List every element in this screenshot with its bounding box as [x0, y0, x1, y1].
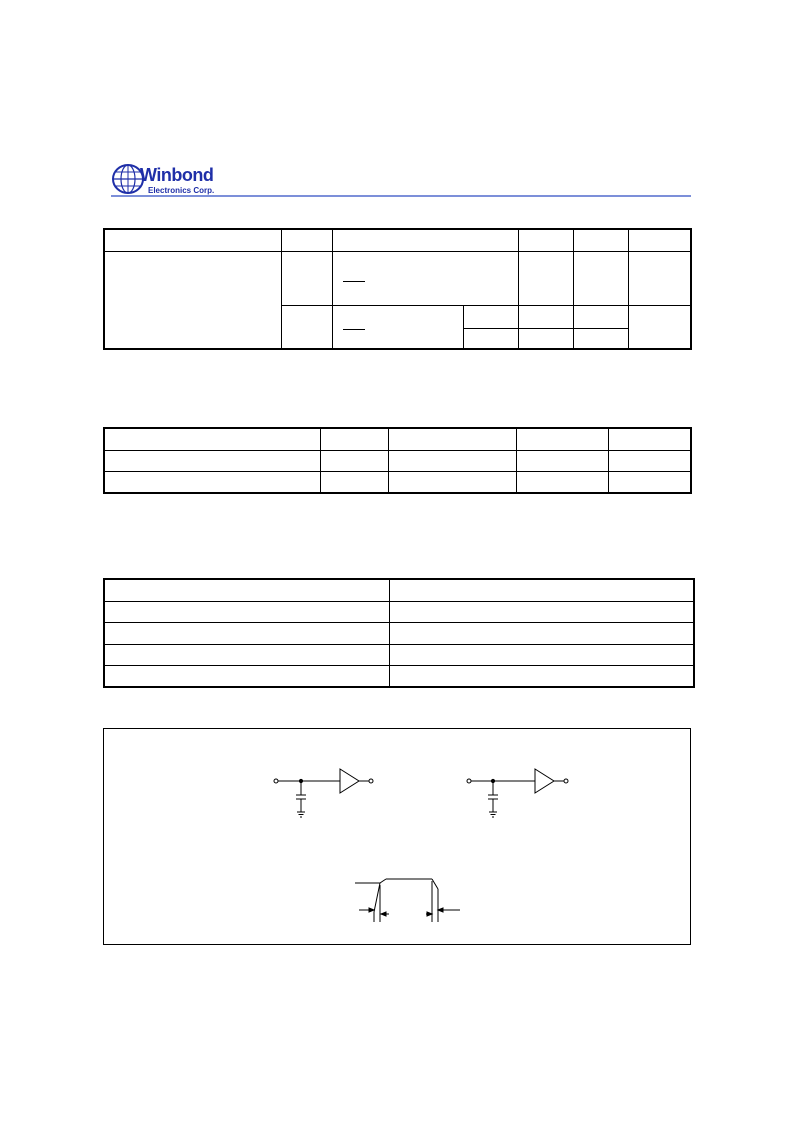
header-rule	[111, 195, 691, 197]
table-row	[104, 623, 694, 644]
brand-subtitle: Electronics Corp.	[148, 186, 215, 195]
table-row	[104, 229, 691, 251]
input-buffer-circuit-1	[274, 769, 373, 817]
table-row	[104, 666, 694, 687]
table-row	[104, 450, 691, 471]
table-row	[104, 601, 694, 622]
table-1	[103, 228, 692, 350]
table-row	[104, 579, 694, 601]
brand-name: Winbond	[140, 165, 214, 185]
table-2	[103, 427, 692, 494]
table-row	[104, 472, 691, 493]
table-row	[104, 428, 691, 450]
input-buffer-circuit-2	[467, 769, 568, 817]
page-header	[0, 0, 793, 200]
figure-box	[103, 728, 691, 945]
timing-waveform	[355, 879, 460, 922]
table-3	[103, 578, 695, 688]
figure-drawing	[104, 729, 690, 944]
table-row	[104, 251, 691, 305]
table-row	[104, 644, 694, 665]
